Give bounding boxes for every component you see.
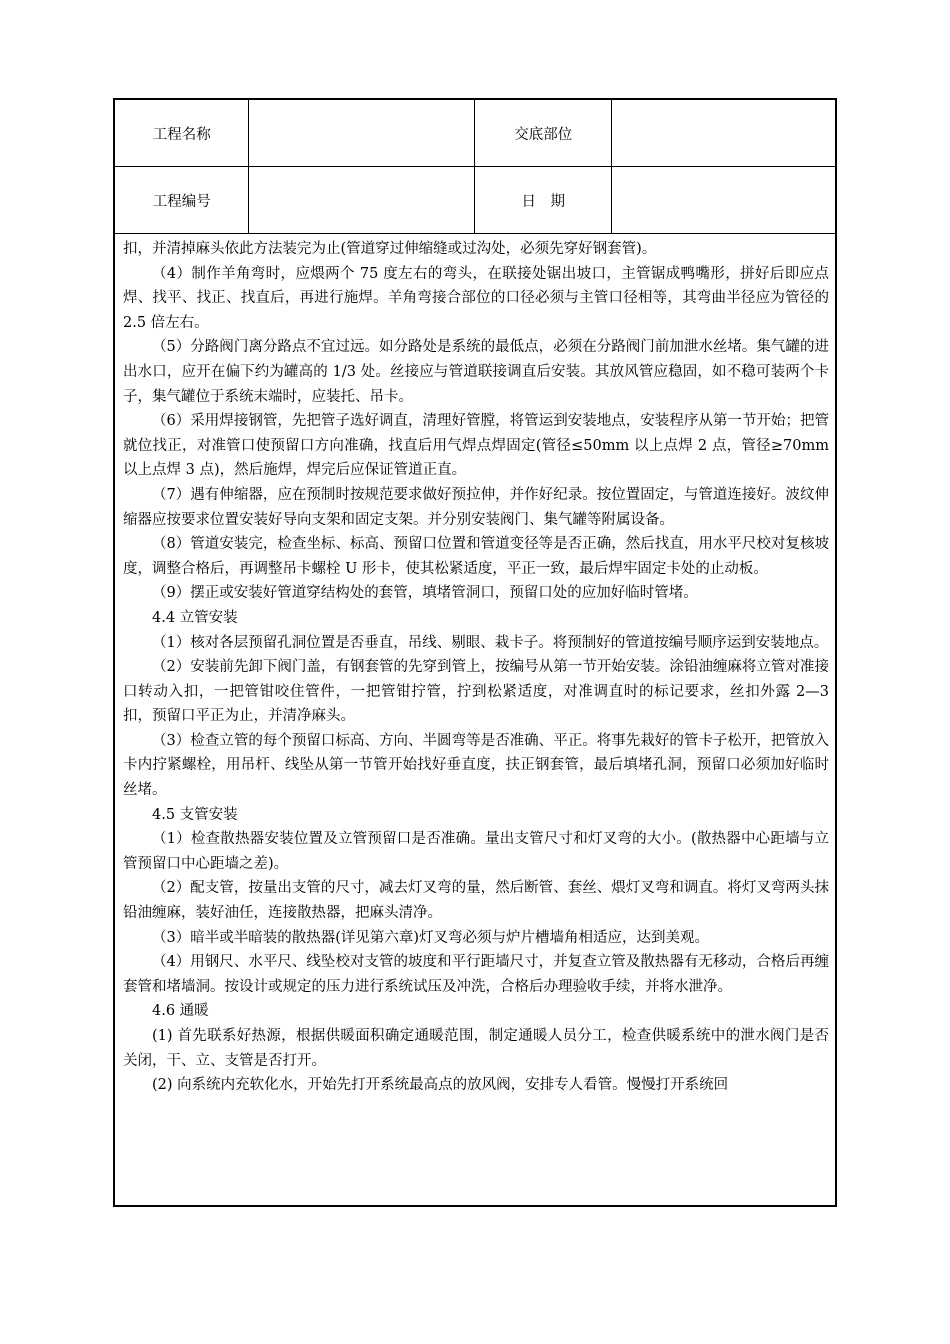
- handover-part-label: 交底部位: [475, 100, 612, 167]
- section-heading: 4.4 立管安装: [152, 609, 238, 626]
- date-label: 日 期: [475, 167, 612, 234]
- paragraph: （5）分路阀门离分路点不宜过远。如分路处是系统的最低点，必须在分路阀门前加泄水丝堵。集气罐的进出水口，应开在偏下约为罐高的 1/3 处。丝接应与管道联接调直后安装。其放风管应稳固，如不稳可装两个卡子，集气罐位于系统末端时，应装托、吊卡。: [123, 339, 829, 405]
- date-value: [611, 167, 835, 234]
- paragraph: （8）管道安装完，检查坐标、标高、预留口位置和管道变径等是否正确，然后找直，用水平尺校对复核坡度，调整合格后，再调整吊卡螺栓 U 形卡，使其松紧适度，平正一致，最后焊牢固定卡处的止动板。: [123, 536, 829, 577]
- paragraph: （7）遇有伸缩器，应在预制时按规范要求做好预拉伸，并作好纪录。按位置固定，与管道连接好。波纹伸缩器应按要求位置安装好导向支架和固定支架。并分别安装阀门、集气罐等附属设备。: [123, 486, 829, 528]
- project-no-label: 工程编号: [115, 167, 249, 234]
- paragraph: （4）制作羊角弯时，应煨两个 75 度左右的弯头，在联接处锯出坡口，主管锯成鸭嘴形，拼好后即应点焊、找平、找正、找直后，再进行施焊。羊角弯接合部位的口径必须与主管口径相等，其弯曲半径应为管径的 2.5 倍左右。: [123, 265, 829, 331]
- section-heading: 4.5 支管安装: [152, 806, 238, 823]
- header-row-1: [115, 100, 835, 167]
- document-frame: [113, 98, 837, 1207]
- section-heading: 4.6 通暖: [152, 1003, 209, 1020]
- paragraph: （9）摆正或安装好管道穿结构处的套管，填堵管洞口，预留口处的应加好临时管堵。: [152, 585, 698, 602]
- paragraph: （1）检查散热器安装位置及立管预留口是否准确。量出支管尺寸和灯叉弯的大小。(散热器中心距墙与立管预留口中心距墙之差)。: [123, 831, 829, 872]
- paragraph: （6）采用焊接钢管，先把管子选好调直，清理好管膛，将管运到安装地点，安装程序从第一节开始；把管就位找正，对准管口使预留口方向准确，找直后用气焊点焊固定(管径≤50mm 以上点焊 2 点，管径≥70mm 以上点焊 3 点)，然后施焊，焊完后应保证管道正直。: [123, 413, 829, 479]
- paragraph: （2）配支管，按量出支管的尺寸，减去灯叉弯的量，然后断管、套丝、煨灯叉弯和调直。将灯叉弯两头抹铅油缠麻，装好油任，连接散热器，把麻头清净。: [123, 880, 829, 922]
- project-name-label: 工程名称: [115, 100, 249, 167]
- handover-part-value: [611, 100, 835, 167]
- header-row-2: [115, 167, 835, 234]
- paragraph: （4）用钢尺、水平尺、线坠校对支管的坡度和平行距墙尺寸，并复查立管及散热器有无移动，合格后再缠套管和堵墙洞。按设计或规定的压力进行系统试压及冲洗，合格后办理验收手续，并将水泄净。: [123, 954, 829, 995]
- paragraph: （3）检查立管的每个预留口标高、方向、半圆弯等是否准确、平正。将事先栽好的管卡子松开，把管放入卡内拧紧螺栓，用吊杆、线坠从第一节管开始找好垂直度，扶正钢套管，最后填堵孔洞，预留口必须加好临时丝堵。: [123, 732, 829, 799]
- paragraph: (2) 向系统内充软化水，开始先打开系统最高点的放风阀，安排专人看管。慢慢打开系统回: [152, 1077, 729, 1094]
- body-content: [123, 237, 829, 1098]
- header-table: [115, 100, 835, 234]
- paragraph: （3）暗半或半暗装的散热器(详见第六章)灯叉弯必须与炉片槽墙角相适应，达到美观。: [152, 929, 710, 946]
- paragraph: （1）核对各层预留孔洞位置是否垂直，吊线、剔眼、栽卡子。将预制好的管道按编号顺序运到安装地点。: [152, 634, 829, 651]
- paragraph: （2）安装前先卸下阀门盖，有钢套管的先穿到管上，按编号从第一节开始安装。涂铅油缠麻将立管对准接口转动入扣，一把管钳咬住管件，一把管钳拧管，拧到松紧适度，对准调直时的标记要求，丝扣外露 2—3 扣，预留口平正为止，并清净麻头。: [123, 659, 829, 725]
- paragraph: 扣，并清掉麻头依此方法装完为止(管道穿过伸缩缝或过沟处，必须先穿好钢套管)。: [123, 241, 657, 257]
- project-no-value: [249, 167, 475, 234]
- paragraph: (1) 首先联系好热源，根据供暖面积确定通暖范围，制定通暖人员分工，检查供暖系统中的泄水阀门是否关闭，干、立、支管是否打开。: [123, 1028, 829, 1069]
- project-name-value: [249, 100, 475, 167]
